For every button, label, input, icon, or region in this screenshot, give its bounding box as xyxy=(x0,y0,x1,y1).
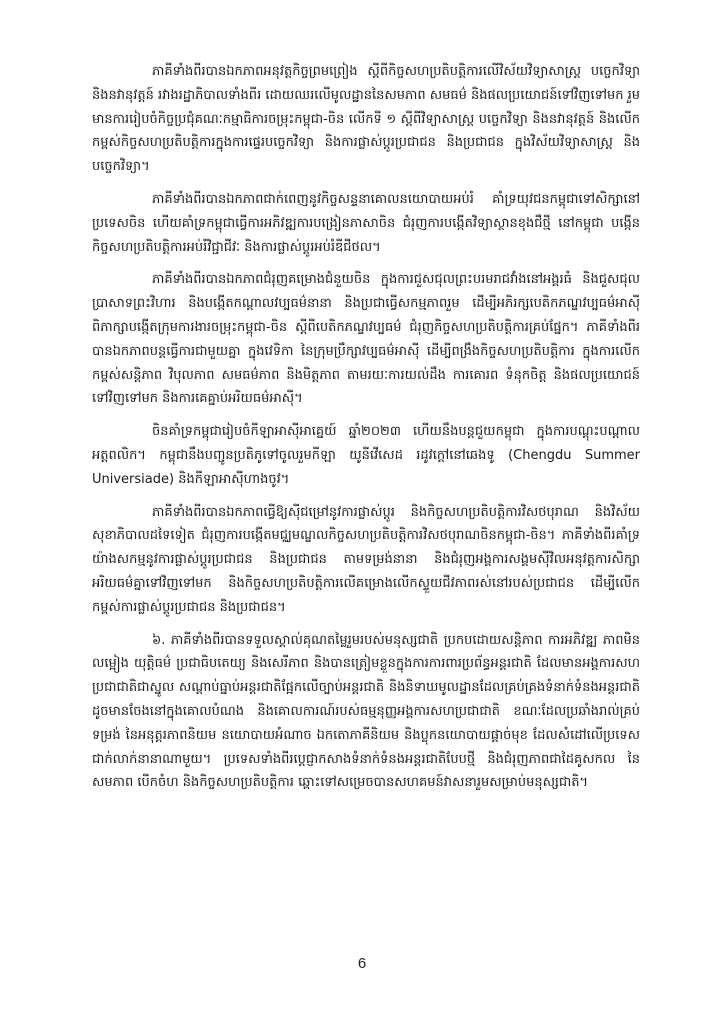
paragraph: ភាគីទាំងពីរបានឯកភាពជាក់ពេញនូវកិច្ចសន្ទនាគោលនយោបាយអប់រំ គាំទ្រយុវជនកម្ពុជាទៅសិក្សានៅប្រទេសចិន ហើយគាំទ្រកម្ពុជាធ្វើការអភិវឌ្ឍការបង្រៀនភាសាចិន ជំរុញការបង្កើតវិទ្យាស្ថានខុងជឺថ្មី នៅកម្ពុជា បង្កើនកិច្ចសហប្រតិបត្តិការអប់រំវិជ្ជាជីវៈ និងការផ្លាស់ប្តូរអប់រំឌីជីថល។ xyxy=(92,191,640,255)
paragraph: ចិនគាំទ្រកម្ពុជារៀបចំកីឡាអាស៊ីអាគ្នេយ៍ ឆ្នាំ២០២៣ ហើយនឹងបន្តជួយកម្ពុជា ក្នុងការបណ្តុះបណ្តាលអត្តពលិក។ កម្ពុជានឹងបញ្ជូនប្រតិភូទៅចូលរួមកីឡា យូនីវើសេដ រដូវក្តៅនៅឆេងទូ (Chengdu Summer Universiade) និងកីឡាអាស៊ីហាងចូវ។ xyxy=(92,424,640,487)
paragraph: ភាគីទាំងពីរបានឯកភាពធ្វើឱ្យស៊ីជម្រៅនូវការផ្លាស់ប្តូរ និងកិច្ចសហប្រតិបត្តិការវិសថបុរាណ និងវិស័យសុខាភិបាលដទៃទៀត ជំរុញការបង្កើតមជ្ឈមណ្ឌលកិច្ចសហប្រតិបត្តិការវិសថបុរាណចិនកម្ពុជា-ចិន។ ភាគីទាំងពីរគាំទ្រយ៉ាងសកម្មនូវការផ្លាស់ប្តូរប្រជាជន និងប្រជាជន តាមទម្រង់នានា និងជំរុញអង្គការសង្គមស៊ីវិលអនុវត្តការសិក្សាអរិយធម៌គ្នាទៅវិញទៅមក និងកិច្ចសហប្រតិបត្តិការលើគម្រោងលើកស្ទួយជីវភាពរស់នៅរបស់ប្រជាជន ដើម្បីលើកកម្ពស់ការផ្លាស់ប្តូរប្រជាជន និងប្រជាជន។ xyxy=(92,504,640,615)
paragraph: ភាគីទាំងពីរបានឯកភាពអនុវត្តកិច្ចព្រមព្រៀង ស្តីពីកិច្ចសហប្រតិបត្តិការលើវិស័យវិទ្យាសាស្ត្រ បច្ចេកវិទ្យា និងនវានុវត្តន៍ រវាងរដ្ឋាភិបាលទាំងពីរ ដោយឈរលើមូលដ្ឋាននៃសមភាព សមធម៌ និងផលប្រយោជន៍ទៅវិញទៅមក រួមមានការរៀបចំកិច្ចប្រជុំគណៈកម្មាធិការចម្រុះកម្ពុជា-ចិន លើកទី ១ ស្តីពីវិទ្យាសាស្ត្រ បច្ចេកវិទ្យា និងនវានុវត្តន៍ និងលើកកម្ពស់កិច្ចសហប្រតិបត្តិការក្នុងការផ្ទេរបច្ចេកវិទ្យា និងការផ្លាស់ប្តូរប្រជាជន និងប្រជាជន ក្នុងវិស័យវិទ្យាសាស្ត្រ និងបច្ចេកវិទ្យា។ xyxy=(92,64,640,175)
document-page xyxy=(92,60,640,1000)
paragraph: ៦. ភាគីទាំងពីរបានទទួលស្គាល់គុណតម្លៃរួមរបស់មនុស្សជាតិ ប្រកបដោយសន្តិភាព ការអភិវឌ្ឍ ភាពមិនលម្អៀង យុត្តិធម៌ ប្រជាធិបតេយ្យ និងសេរីភាព និងបានត្រៀមខ្លួនក្នុងការការពារប្រព័ន្ធអន្តរជាតិ ដែលមានអង្គការសហប្រជាជាតិជាស្នូល សណ្តាប់ធ្នាប់អន្តរជាតិផ្អែកលើច្បាប់អន្តរជាតិ និងនិទាឃមូលដ្ឋានដែលគ្រប់គ្រងទំនាក់ទំនងអន្តរជាតិ ដូចមានចែងនៅក្នុងគោលបំណង និងគោលការណ៍របស់ធម្មនុញ្ញអង្គការសហប្រជាជាតិ ខណៈដែលប្រឆាំងរាល់គ្រប់ទម្រង់ នៃអនុត្តរភាពនិយម នយោបាយអំណាច ឯកតោភាគីនិយម និងប្លុកនយោបាយផ្តាច់មុខ ដែលសំដៅលើប្រទេសជាក់លាក់នានាណាមួយ។ ប្រទេសទាំងពីរប្តេជ្ញាកសាងទំនាក់ទំនងអន្តរជាតិបែបថ្មី និងជំរុញភាពជាដៃគូសកល នៃសមភាព បើកចំហ និងកិច្ចសហប្រតិបត្តិការ ឆ្ពោះទៅសម្រេចបានសហគមន៍វាសនារួមសម្រាប់មនុស្សជាតិ។ xyxy=(92,632,640,791)
page-number: 6 xyxy=(357,955,367,972)
paragraph: ភាគីទាំងពីរបានឯកភាពជំរុញគម្រោងជំនួយចិន ក្នុងការជួសជុលព្រះបរមរាជវាំងនៅអង្គរធំ និងជួសជុលប្រាសាទព្រះវិហារ និងបង្កើតកណ្តាលវប្បធម៌នានា និងប្រជាធ្វើសកម្មភាពរួម ដើម្បីអភិរក្សបេតិកភណ្ឌវប្បធម៌អាស៊ី ពិភាក្សាបង្កើតក្រុមការងារចម្រុះកម្ពុជា-ចិន ស្តីពីបេតិកភណ្ឌវប្បធម៌ ជំរុញកិច្ចសហប្រតិបត្តិការគ្រប់ផ្នែក។ ភាគីទាំងពីរបានឯកភាពបន្តធ្វើការជាមួយគ្នា ក្នុងវេទិកា នៃក្រុមប្រឹក្សាវប្បធម៌អាស៊ី ដើម្បីពង្រឹងកិច្ចសហប្រតិបត្តិការ ក្នុងការលើកកម្ពស់សន្តិភាព វិបុលភាព សមធម៌ភាព និងមិត្តភាព តាមរយៈការយល់ដឹង ការគោរព ទំនុកចិត្ត និងផលប្រយោជន៍ទៅវិញទៅមក និងការគេគ្នាប់អរិយធម៌អាស៊ី។ xyxy=(92,272,640,407)
